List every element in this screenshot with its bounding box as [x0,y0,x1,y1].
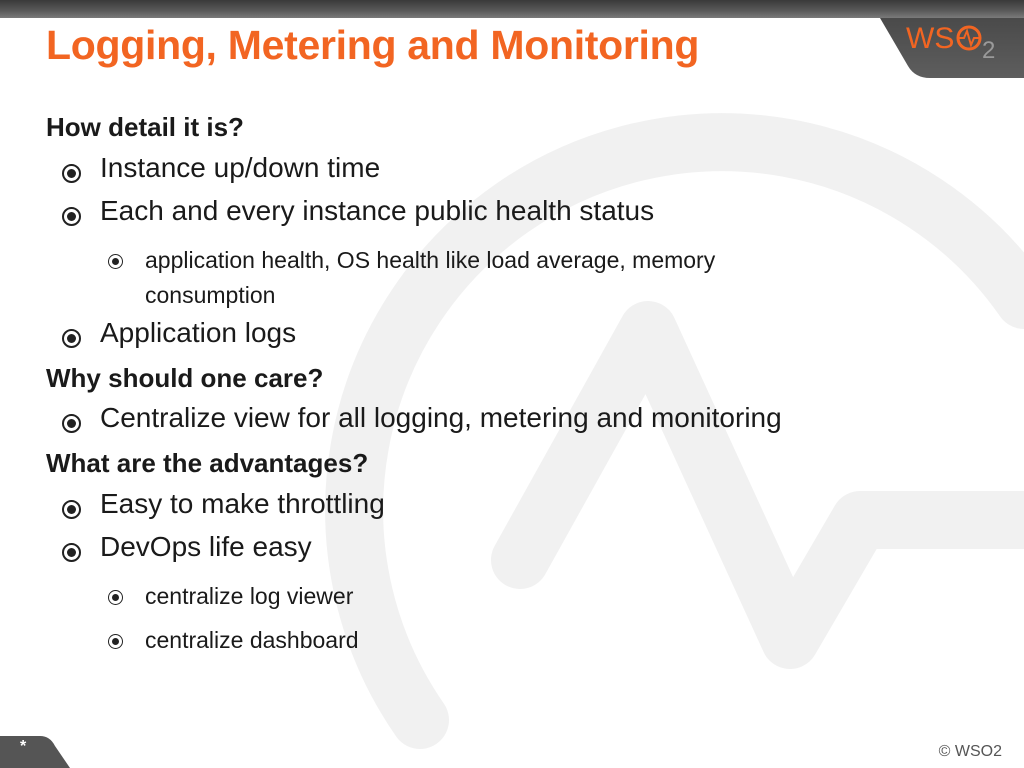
bullet-icon [62,414,81,433]
bullet-icon [62,329,81,348]
heading-advantages: What are the advantages? [46,448,369,478]
bullet-icon [62,164,81,183]
copyright-text: © WSO2 [938,743,1002,760]
bullet-icon [62,543,81,562]
bullet-icon [108,590,123,605]
slide-body: How detail it is? Instance up/down time Each and every instance public health status application health, OS health like load average, memory consumption Application logs Why should one care? Centralize view for all logging, metering and monitoring What are the advantages? Easy to make throttling DevOps life easy centralize log viewer centralize dashboard [46,112,782,653]
heading-why-care: Why should one care? [46,363,324,393]
svg-text:2: 2 [982,37,996,64]
slide-number: * [20,738,27,755]
heading-how-detail: How detail it is? [46,112,244,142]
bullet-icon [108,634,123,649]
bullet-icon [62,207,81,226]
footer-tab [0,728,70,768]
svg-text:WS: WS [906,22,955,55]
bullet-icon [108,254,123,269]
slide-title: Logging, Metering and Monitoring [46,22,700,68]
bullet-icon [62,500,81,519]
